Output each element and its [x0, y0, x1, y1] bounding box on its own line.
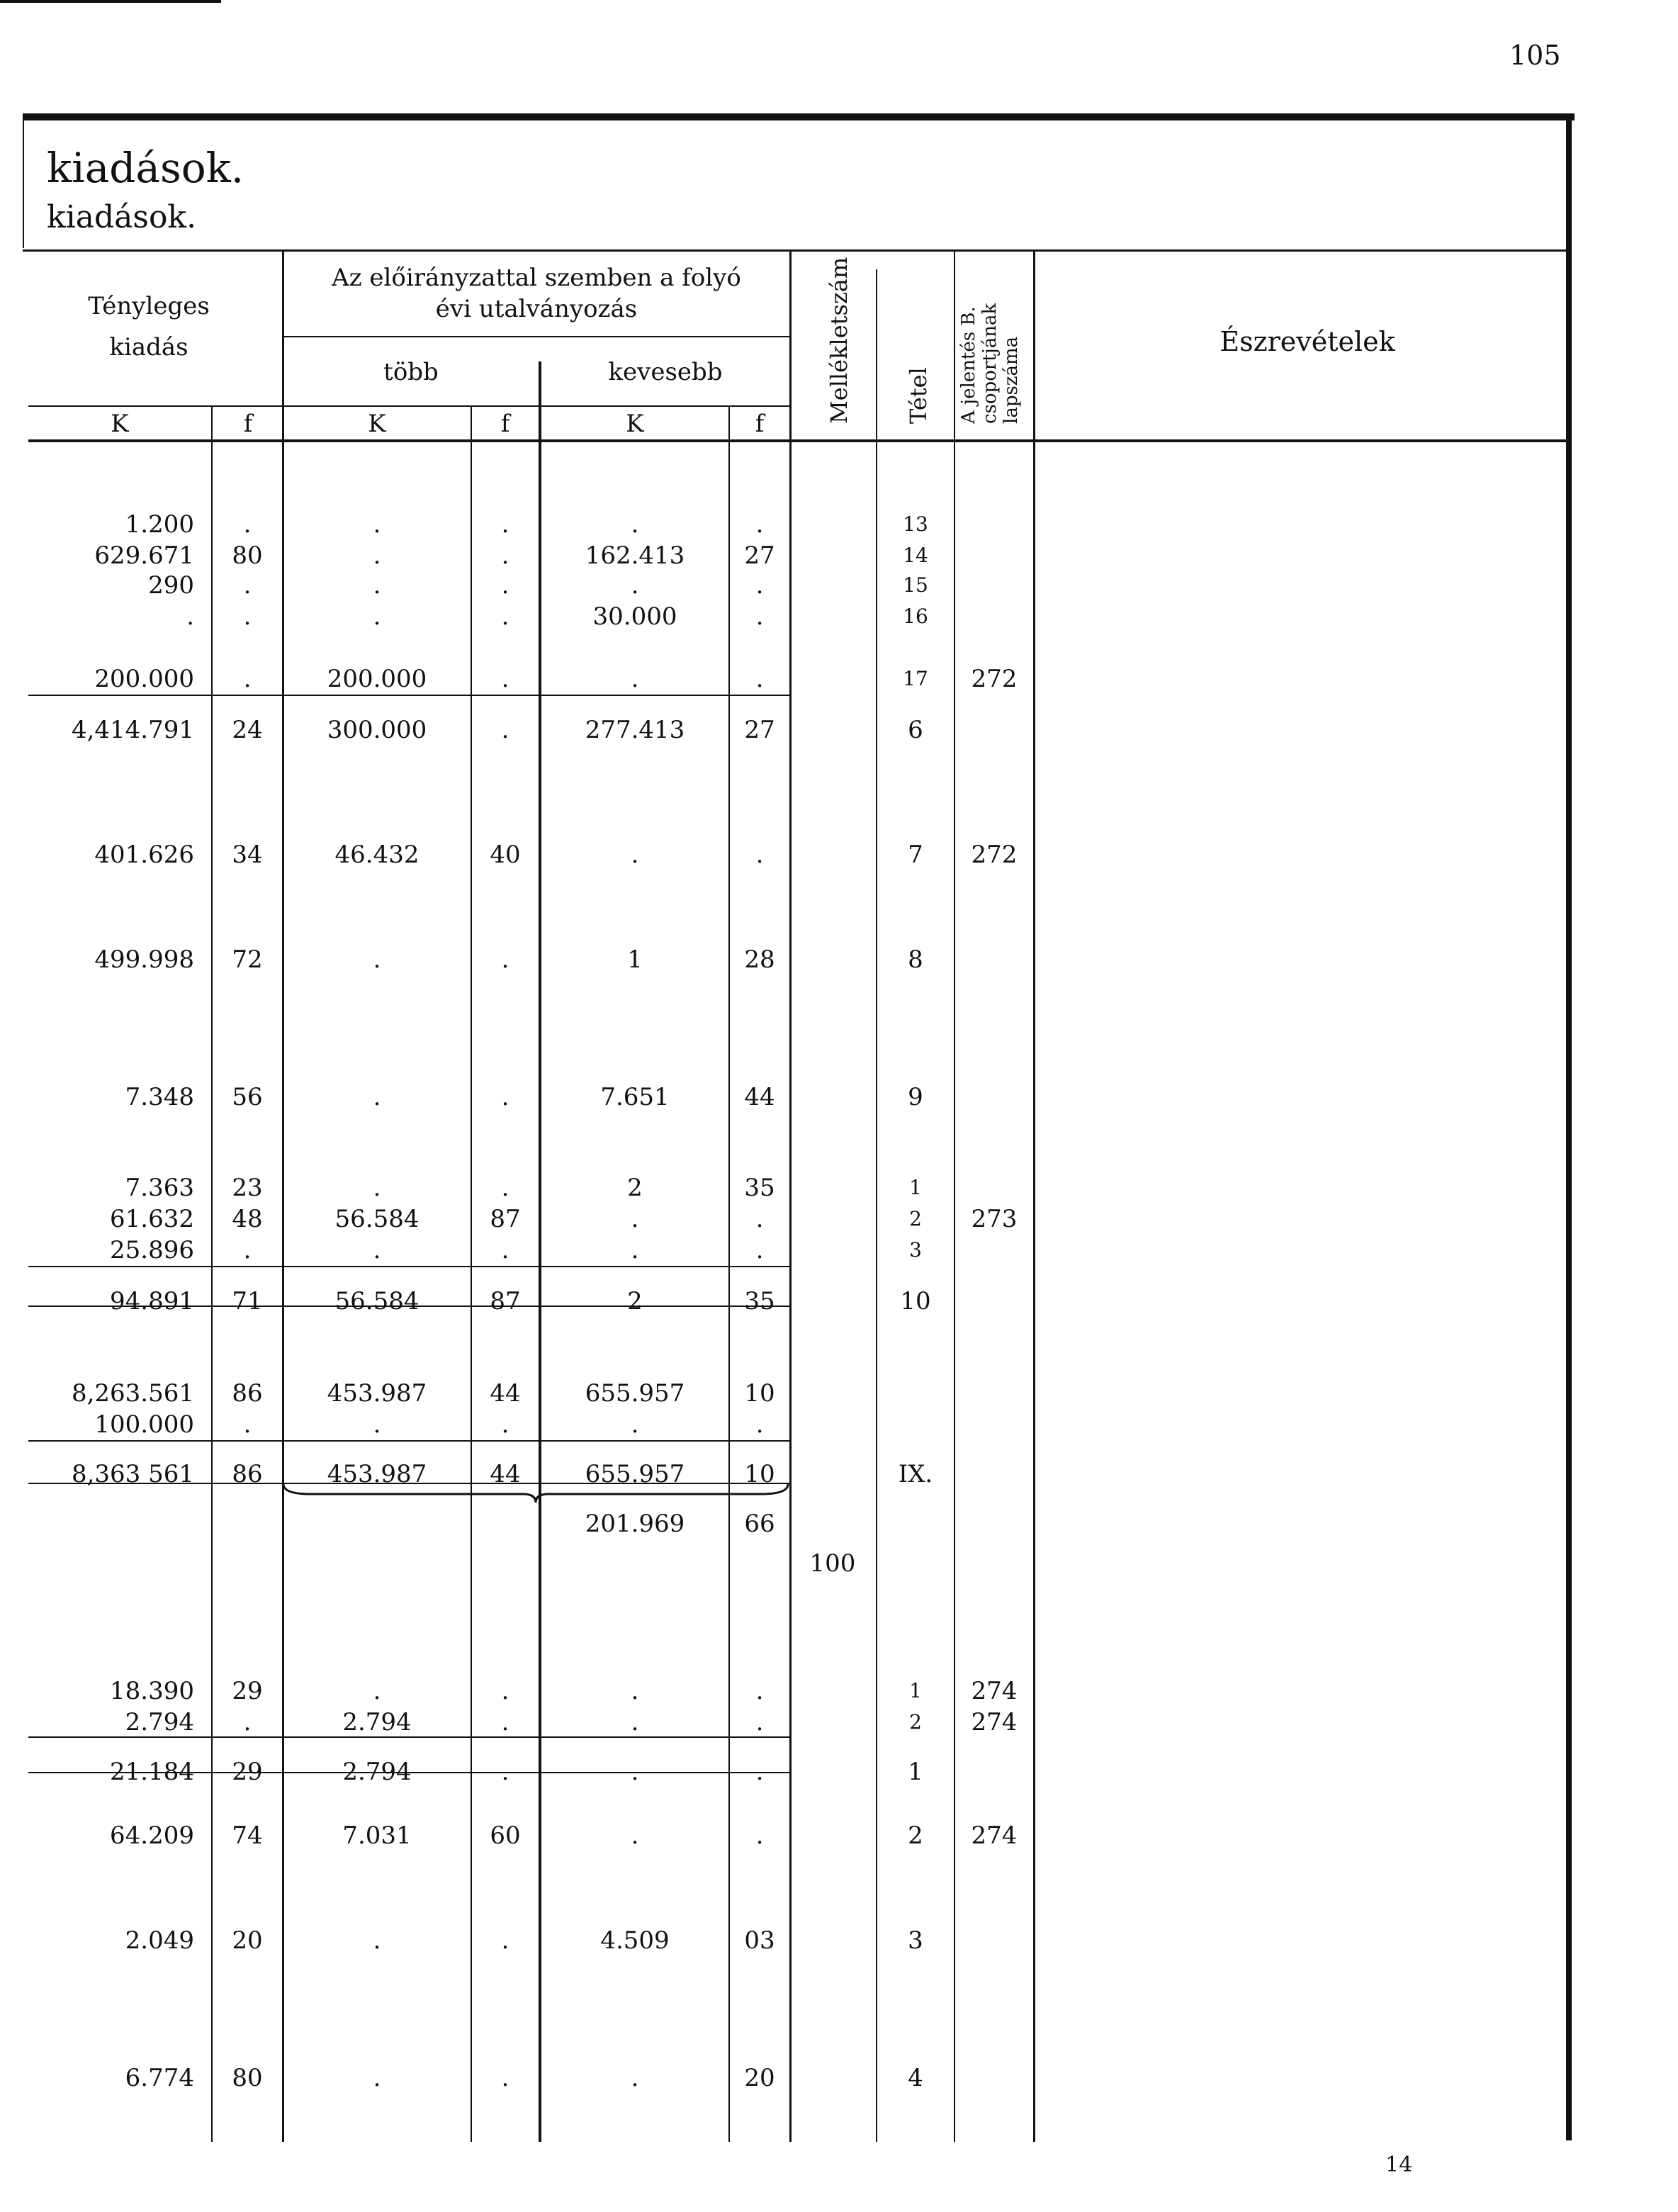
unit-f-actual: f [243, 410, 253, 438]
cell-lf-19: . [755, 1758, 764, 1786]
cell-tetel-22: 4 [908, 2064, 923, 2092]
cell-lk-1: 162.413 [585, 541, 685, 570]
cell-mk-15: 453.987 [327, 1460, 427, 1488]
cell-ak-14: 100.000 [94, 1410, 194, 1439]
cell-af-8: 56 [232, 1083, 263, 1111]
header-report-page-2: csoportjának [979, 303, 1001, 424]
cell-lk-6: . [631, 841, 639, 869]
col-rule-attachment [789, 249, 792, 2142]
cell-lk-5: 277.413 [585, 716, 685, 744]
header-more: több [383, 358, 439, 386]
cell-tetel-9: 1 [909, 1176, 922, 1199]
cell-lf-13: 10 [744, 1379, 775, 1408]
cell-ak-20: 64.209 [110, 1821, 194, 1850]
cell-ak-7: 499.998 [94, 945, 194, 974]
cell-tetel-3: 16 [903, 605, 928, 628]
cell-lk-7: 1 [627, 945, 643, 974]
cell-af-15: 86 [232, 1460, 263, 1488]
cell-ak-0: 1.200 [125, 510, 194, 539]
cell-mk-7: . [373, 945, 381, 974]
cell-mk-11: . [373, 1236, 381, 1264]
right-border [1566, 113, 1572, 2140]
cell-ak-9: 7.363 [125, 1174, 194, 1202]
cell-tetel-15: IX. [898, 1460, 933, 1488]
cell-mk-10: 56.584 [334, 1205, 420, 1233]
cell-af-1: 80 [232, 541, 263, 570]
cell-af-11: . [243, 1236, 252, 1264]
cell-mk-9: . [373, 1174, 381, 1202]
cell-lk-8: 7.651 [600, 1083, 670, 1111]
header-bottom-line [28, 439, 1566, 442]
title-large: kiadások. [47, 144, 244, 192]
cell-mf-14: . [501, 1410, 509, 1439]
cell-lk-17: . [631, 1677, 639, 1705]
cell-mf-20: 60 [490, 1821, 521, 1850]
cell-mk-22: . [373, 2064, 381, 2092]
cell-mk-17: . [373, 1677, 381, 1705]
cell-ak-12: 94.891 [110, 1287, 194, 1315]
unit-f-less: f [755, 410, 765, 438]
cell-lf-3: . [755, 602, 764, 631]
cell-lap-6: 272 [971, 841, 1018, 869]
header-top-line [23, 249, 1566, 252]
cell-mf-17: . [501, 1677, 509, 1705]
cell-lk-9: 2 [627, 1174, 643, 1202]
cell-lf-17: . [755, 1677, 764, 1705]
cell-lf-14: . [755, 1410, 764, 1439]
cell-mk-12: 56.584 [334, 1287, 420, 1315]
cell-ak-5: 4,414.791 [71, 716, 194, 744]
cell-mf-12: 87 [490, 1287, 521, 1315]
cell-mk-6: 46.432 [334, 841, 420, 869]
cell-lap-18: 274 [971, 1708, 1018, 1736]
col-rule-remarks [1033, 249, 1035, 2142]
cell-lf-21: 03 [744, 1926, 775, 1955]
footer-number: 14 [1385, 2152, 1413, 2177]
left-border [23, 113, 24, 248]
cell-ak-4: 200.000 [94, 665, 194, 693]
cell-ak-8: 7.348 [125, 1083, 194, 1111]
cell-mf-9: . [501, 1174, 509, 1202]
cell-af-20: 74 [232, 1821, 263, 1850]
cell-af-22: 80 [232, 2064, 263, 2092]
cell-ak-19: 21.184 [110, 1758, 194, 1786]
cell-mf-0: . [501, 510, 509, 539]
cell-lk-21: 4.509 [600, 1926, 670, 1955]
cell-mk-3: . [373, 602, 381, 631]
header-attachment-no: Mellékletszám [826, 257, 852, 424]
cell-af-0: . [243, 510, 252, 539]
cell-af-10: 48 [232, 1205, 263, 1233]
cell-mf-11: . [501, 1236, 509, 1264]
sum-line-6 [28, 1736, 789, 1738]
cell-lf-8: 44 [744, 1083, 775, 1111]
cell-af-21: 20 [232, 1926, 263, 1955]
header-report-page-1: A jelentés B. [958, 306, 979, 424]
cell-lk-12: 2 [627, 1287, 643, 1315]
cell-af-5: 24 [232, 716, 263, 744]
cell-af-4: . [243, 665, 252, 693]
unit-k-less: K [626, 410, 644, 438]
cell-mf-21: . [501, 1926, 509, 1955]
cell-lk-19: . [631, 1758, 639, 1786]
cell-ak-2: 290 [148, 571, 194, 600]
cell-af-17: 29 [232, 1677, 263, 1705]
cell-mk-4: 200.000 [327, 665, 427, 693]
cell-lf-7: 28 [744, 945, 775, 974]
cell-lap-17: 274 [971, 1677, 1018, 1705]
page-number: 105 [1509, 40, 1561, 71]
cell-tetel-5: 6 [908, 716, 923, 744]
cell-mf-4: . [501, 665, 509, 693]
cell-tetel-21: 3 [908, 1926, 923, 1955]
cell-lk-15: 655.957 [585, 1460, 685, 1488]
cell-lk-2: . [631, 571, 639, 600]
cell-af-13: 86 [232, 1379, 263, 1408]
cell-mf-8: . [501, 1083, 509, 1111]
header-vs-appropriation-2: évi utalványozás [435, 295, 638, 323]
cell-af-12: 71 [232, 1287, 263, 1315]
header-actual-expense-2: kiadás [109, 333, 188, 361]
cell-lf-22: 20 [744, 2064, 775, 2092]
cell-lf-5: 27 [744, 716, 775, 744]
cell-mk-20: 7.031 [342, 1821, 412, 1850]
cell-lk-4: . [631, 665, 639, 693]
cell-lf-1: 27 [744, 541, 775, 570]
cell-lk-16: 201.969 [585, 1510, 685, 1538]
cell-lap-20: 274 [971, 1821, 1018, 1850]
cell-tetel-17: 1 [909, 1679, 922, 1702]
cell-ak-10: 61.632 [110, 1205, 194, 1233]
header-remarks: Észrevételek [1220, 326, 1395, 357]
sum-line-1 [28, 695, 789, 696]
cell-ak-13: 8,263.561 [71, 1379, 194, 1408]
header-actual-expense-1: Tényleges [88, 292, 210, 320]
cell-ak-1: 629.671 [94, 541, 194, 570]
cell-ak-18: 2.794 [125, 1708, 194, 1736]
cell-ak-11: 25.896 [110, 1236, 194, 1264]
cell-mf-5: . [501, 716, 509, 744]
cell-mf-3: . [501, 602, 509, 631]
unit-k-actual: K [111, 410, 129, 438]
cell-lf-18: . [755, 1708, 764, 1736]
cell-lf-2: . [755, 571, 764, 600]
cell-lf-11: . [755, 1236, 764, 1264]
cell-tetel-7: 8 [908, 945, 923, 974]
cell-lap-4: 272 [971, 665, 1018, 693]
cell-lf-0: . [755, 510, 764, 539]
cell-mf-1: . [501, 541, 509, 570]
cell-mf-18: . [501, 1708, 509, 1736]
header-item: Tétel [905, 367, 932, 424]
cell-ak-6: 401.626 [94, 841, 194, 869]
cell-af-14: . [243, 1410, 252, 1439]
subheader-line-1 [283, 336, 789, 337]
cell-mk-1: . [373, 541, 381, 570]
cell-mk-2: . [373, 571, 381, 600]
cell-mk-18: 2.794 [342, 1708, 412, 1736]
cell-mf-7: . [501, 945, 509, 974]
cell-tetel-18: 2 [909, 1710, 922, 1734]
cell-mk-13: 453.987 [327, 1379, 427, 1408]
cell-lf-16: 66 [744, 1510, 775, 1538]
cell-tetel-8: 9 [908, 1083, 923, 1111]
cell-mf-15: 44 [490, 1460, 521, 1488]
cell-ak-15: 8,363 561 [71, 1460, 194, 1488]
cell-lk-13: 655.957 [585, 1379, 685, 1408]
cell-tetel-0: 13 [903, 512, 928, 536]
cell-tetel-4: 17 [903, 667, 928, 690]
attachment-number: 100 [809, 1549, 856, 1578]
cell-lap-10: 273 [971, 1205, 1018, 1233]
cell-mf-22: . [501, 2064, 509, 2092]
header-less: kevesebb [608, 358, 723, 386]
cell-tetel-6: 7 [908, 841, 923, 869]
cell-mf-13: 44 [490, 1379, 521, 1408]
cell-mk-19: 2.794 [342, 1758, 412, 1786]
cell-lk-11: . [631, 1236, 639, 1264]
cell-lk-20: . [631, 1821, 639, 1850]
cell-af-19: 29 [232, 1758, 263, 1786]
cell-lf-6: . [755, 841, 764, 869]
cell-tetel-11: 3 [909, 1238, 922, 1262]
cell-mk-14: . [373, 1410, 381, 1439]
top-left-rule [0, 0, 221, 3]
cell-af-7: 72 [232, 945, 263, 974]
top-border [23, 113, 1575, 120]
cell-lf-9: 35 [744, 1174, 775, 1202]
cell-lk-0: . [631, 510, 639, 539]
cell-mf-19: . [501, 1758, 509, 1786]
cell-lf-4: . [755, 665, 764, 693]
cell-lf-15: 10 [744, 1460, 775, 1488]
cell-lf-20: . [755, 1821, 764, 1850]
cell-af-18: . [243, 1708, 252, 1736]
cell-tetel-2: 15 [903, 573, 928, 597]
header-report-page-3: lapszáma [1001, 336, 1022, 424]
header-vs-appropriation-1: Az előirányzattal szemben a folyó [332, 264, 741, 292]
cell-lk-22: . [631, 2064, 639, 2092]
cell-mf-10: 87 [490, 1205, 521, 1233]
cell-ak-22: 6.774 [125, 2064, 194, 2092]
cell-af-2: . [243, 571, 252, 600]
cell-tetel-10: 2 [909, 1207, 922, 1230]
unit-f-more: f [500, 410, 510, 438]
cell-mk-5: 300.000 [327, 716, 427, 744]
sum-line-4 [28, 1440, 789, 1442]
cell-mk-8: . [373, 1083, 381, 1111]
cell-lf-12: 35 [744, 1287, 775, 1315]
cell-mk-0: . [373, 510, 381, 539]
cell-tetel-1: 14 [903, 544, 928, 567]
unit-k-more: K [368, 410, 386, 438]
cell-tetel-12: 10 [900, 1287, 931, 1315]
cell-mf-6: 40 [490, 841, 521, 869]
cell-lk-10: . [631, 1205, 639, 1233]
cell-ak-21: 2.049 [125, 1926, 194, 1955]
cell-mf-2: . [501, 571, 509, 600]
cell-mk-21: . [373, 1926, 381, 1955]
cell-af-3: . [243, 602, 252, 631]
cell-tetel-19: 1 [908, 1758, 923, 1786]
cell-lk-18: . [631, 1708, 639, 1736]
cell-ak-17: 18.390 [110, 1677, 194, 1705]
title-small: kiadások. [47, 199, 197, 235]
cell-lf-10: . [755, 1205, 764, 1233]
cell-lk-14: . [631, 1410, 639, 1439]
cell-af-6: 34 [232, 841, 263, 869]
sum-line-2 [28, 1266, 789, 1267]
col-rule-report-page [954, 249, 955, 2142]
cell-ak-3: . [186, 602, 194, 631]
unit-line [28, 405, 789, 407]
cell-lk-3: 30.000 [592, 602, 677, 631]
cell-tetel-20: 2 [908, 1821, 923, 1850]
cell-af-9: 23 [232, 1174, 263, 1202]
